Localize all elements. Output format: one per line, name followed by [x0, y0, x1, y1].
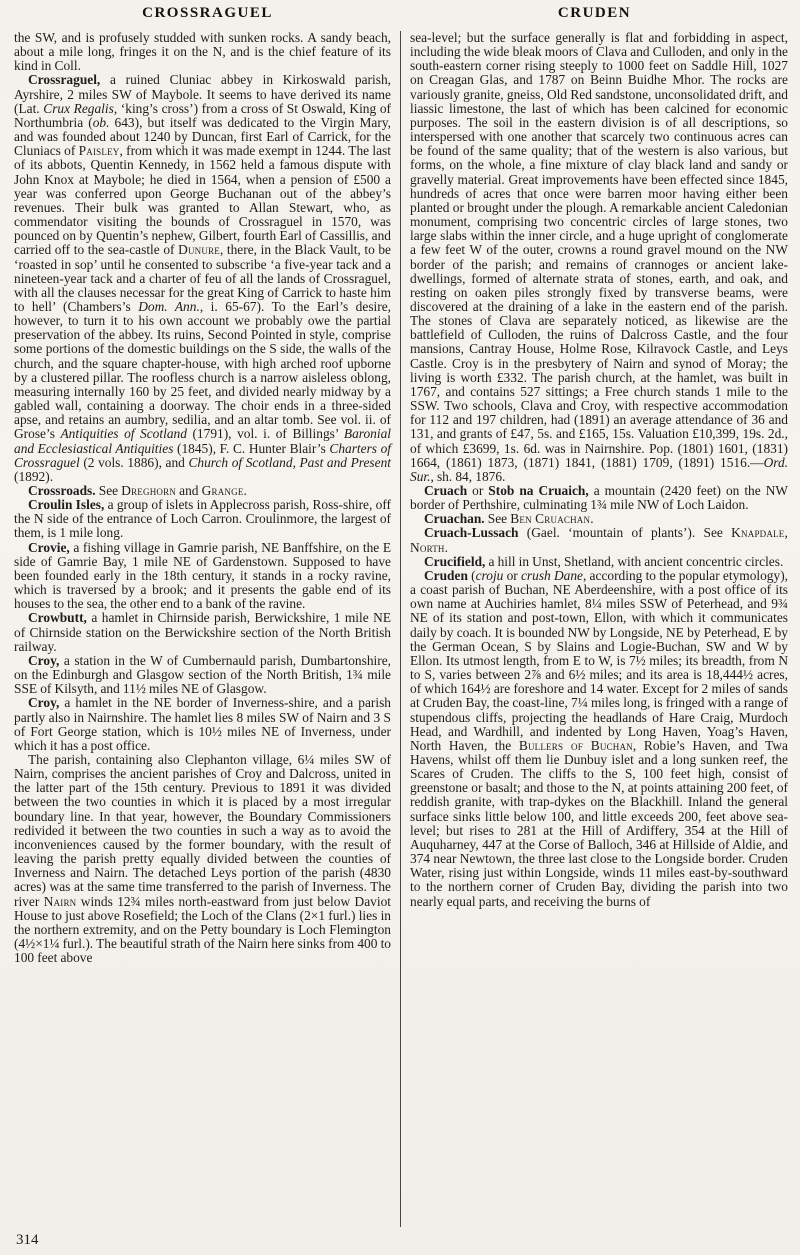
entry-headword: Crowbutt,	[28, 610, 87, 626]
entry-headword: Crucifield,	[424, 553, 486, 569]
paragraph	[410, 526, 788, 554]
text-segment: (2 vols. 1886), and	[79, 454, 189, 470]
text-segment: , Robie’s Haven, and Twa Havens, whilst off them lie Dunbuy islet and a long sunken reef, the Scares of Cruden. The cliffs to the S, 100 feet high, consist of greenstone or basalt; and those to the N, at points attaining 200 feet, of reddish granite, with trap-dykes on the Blackhill. Inland the general surface sinks little below 100, and little exceeds 200, feet above sea-level; but rises to 281 at the Hill of Ardiffery, 354 at the Hill of Auquharney, 447 at the Corse of Balloch, 346 at Hillside of Aldie, and 374 near Newtown, the three last close to the Longside border. Cruden Water, rising just within Longside, winds 11 miles east-by-southward to the northern corner of Cruden Bay, dividing the parish into two nearly equal parts, and receiving the burns of	[410, 737, 788, 909]
entry-headword: Crossraguel,	[28, 72, 101, 88]
text-segment: a group of islets in Applecross parish, Ross-shire, off the N side of the entrance of Loch Carron. Croulinmore, the largest of them, is 1 mile long.	[14, 497, 391, 541]
text-segment: or	[467, 483, 489, 498]
text-segment: a station in the W of Cumbernauld parish, Dumbartonshire, on the Edinburgh and Glasgow section of the North British, 1¾ mile SSE of Kilsyth, and 11½ miles NE of Glasgow.	[14, 652, 391, 697]
italic-text: Crux Regalis	[43, 100, 114, 116]
italic-text: Dom. Ann.	[138, 298, 200, 314]
paragraph	[14, 73, 391, 484]
right-running-head: CRUDEN	[557, 5, 632, 21]
right-column	[401, 31, 788, 1227]
left-column	[14, 31, 401, 1227]
italic-text: crush Dane	[520, 567, 583, 583]
text-segment: or	[503, 567, 521, 583]
text-segment: , from which it was made exempt in 1244. The last of its abbots, Quentin Kennedy, in 1562 held a famous dispute with John Knox at Maybole; he died in 1564, when a pension of £500 a year was conferred upon George Buchanan out of the abbey’s revenues. Their bulk was granted to Allan Stewart, who, as commendator visiting the bounds of Crossraguel in 1570, was pounced on by Quentin’s nephew, Gilbert, fourth Earl of Cassillis, and carried off to the sea-castle of	[14, 143, 391, 258]
text-segment: winds 12¾ miles north-eastward from just below Daviot House to just above Rosefield; the Loch of the Clans (2×1 furl.) lies in the northern extremity, and on the Petty boundary is Loch Flemington (4½×1¼ furl.). The beautiful strath of the Nairn here sinks from 400 to 100 feet above	[14, 893, 391, 966]
text-segment: .	[590, 511, 594, 527]
italic-text: croju	[475, 567, 504, 583]
text-segment: (	[467, 567, 476, 583]
entry-headword: Crovie,	[28, 539, 70, 555]
text-segment: (1845), F. C. Hunter Blair’s	[173, 440, 330, 456]
text-segment: and	[176, 483, 202, 498]
paragraph	[410, 31, 788, 484]
text-segment: See	[95, 483, 122, 498]
entry-headword: Cruach	[424, 483, 468, 498]
running-heads	[14, 5, 788, 22]
text-segment: a ruined Cluniac abbey in Kirkoswald parish, Ayrshire, 2 miles SW of Maybole. It seems to have derived its name (Lat.	[14, 72, 391, 116]
text-segment: a fishing village in Gamrie parish, NE Banffshire, on the E side of Gamrie Bay, 1 mile NE of Gardenstown. Supposed to have been founded early in the 18th century, it stands in a rocky ravine, which is traversed by a brook; and it presents the gable end of its houses to the sea, the other end to a bank of the ravine.	[14, 539, 391, 612]
text-segment: , ‘king’s cross’) from a cross of St Oswald, King of Northumbria (	[14, 100, 391, 130]
text-segment: a hill in Unst, Shetland, with ancient concentric circles.	[485, 553, 784, 569]
italic-text: Ord. Sur.	[410, 454, 788, 484]
paragraph	[410, 555, 788, 569]
paragraph	[410, 569, 788, 909]
paragraph	[410, 512, 788, 526]
text-segment: , sh. 84, 1876.	[430, 468, 506, 484]
italic-text: ob.	[92, 114, 110, 130]
cross-reference: Knapdale, North	[410, 525, 788, 555]
entry-headword: Cruach-Lussach	[424, 525, 519, 541]
cross-reference: Dunure	[178, 242, 220, 258]
italic-text: Church of Scotland, Past and Present	[188, 454, 391, 470]
text-segment: sea-level; but the surface generally is flat and forbidding in aspect, including the wide bleak moors of Clava and Culloden, and only in the south-eastern corner rising steeply to 1000 feet on Saddle Hill, 1027 on Creagan Glas, and 1787 on Beinn Buidhe Mhor. The rocks are variously granite, gneiss, Old Red sandstone, unconsolidated drift, and liassic limestone, the last of which has been calcined for economic purposes. The soil in the eastern division is of all descriptions, so interspersed with one another that scarcely two continuous acres can be found of the same quality; that of the western is also various, but forms, on the whole, a fine mixture of clay black land and sandy or gravelly material. Great improvements have been effected since 1845, hundreds of acres that once were barren moor having either been planted or brought under the plough. A remarkable ancient Caledonian monument, comprising two concentric circles of large stones, two large slabs within the inner circle, and a huge upright of conglomerate a few feet W of the outer, crowns a round gravel mound on the NW border of the parish; and remains of crannoges or ancient lake-dwellings, formed of alternate strata of stones, earth, and oak, and resting on oaken piles strongly fixed by transverse beams, were discovered at the draining of a lake in the eastern end of the parish. The stones of Clava are separately noticed, as likewise are the battlefield of Culloden, the ruins of Dalcross Castle, and the four mansions, Cantray House, Holme Rose, Kilravock Castle, and Leys Castle. Croy is in the presbytery of Nairn and synod of Moray; the living is worth £332. The parish church, at the hamlet, was built in 1767, and contains 527 sittings; a Free church stands 1 mile to the SSW. Two schools, Clava and Croy, with respective accommodation for 112 and 197 children, had (1891) an average attendance of 36 and 131, and grants of £47, 5s. and £165, 15s. Valuation £10,399, 19s. 2d., of which £3699, 1s. 6d. was in Nairnshire. Pop. (1801) 1601, (1831) 1664, (1861) 1873, (1871) 1841, (1881) 1709, (1891) 1516.—	[410, 30, 788, 470]
entry-headword: Croy,	[28, 695, 60, 711]
cross-reference: Grange	[201, 483, 244, 498]
paragraph	[14, 498, 391, 540]
text-segment: The parish, containing also Clephanton village, 6¼ miles SW of Nairn, comprises the ancient parishes of Croy and Dalcross, united in the latter part of the 15th century. Previous to 1891 it was divided between the two counties in which it is placed by a most irregular boundary line. In that year, however, the Boundary Commissioners redivided it between the two counties in such a way as to avoid the inconveniences caused by the former boundary, with the result of leaving the parish pretty equally divided between the counties of Inverness and Nairn. The detached Leys portion of the parish (4830 acres) was at the same time transferred to the parish of Inverness. The river	[14, 751, 391, 909]
paragraph	[410, 484, 788, 512]
text-segment: .	[444, 539, 448, 555]
entry-headword: Croy,	[28, 652, 60, 668]
text-segment: a hamlet in the NE border of Inverness-shire, and a parish partly also in Nairnshire. The hamlet lies 8 miles SW of Nairn and 3 S of Fort George station, which is 10½ miles NE of Inverness, under which it has a post office.	[14, 695, 391, 753]
text-segment: a mountain (2420 feet) on the NW border of Perthshire, culminating 1¾ mile NW of Loch Laidon.	[410, 483, 789, 513]
italic-text: Antiquities of Scotland	[60, 426, 187, 442]
entry-headword: Cruachan.	[424, 511, 485, 527]
cross-reference: Ben Cruachan	[510, 511, 591, 527]
text-segment: a hamlet in Chirnside parish, Berwickshire, 1 mile NE of Chirnside station on the Berwickshire section of the North British railway.	[14, 610, 391, 654]
paragraph	[14, 611, 391, 653]
text-segment: .	[243, 483, 247, 498]
text-segment: See	[484, 511, 511, 527]
paragraph	[14, 484, 391, 498]
paragraph	[14, 753, 391, 965]
entry-headword: Crossroads.	[28, 483, 96, 498]
paragraph	[14, 654, 391, 696]
left-running-head: CROSSRAGUEL	[142, 5, 273, 21]
cross-reference: Bullers of Buchan	[518, 737, 633, 753]
text-segment: (1892).	[14, 468, 54, 484]
italic-text: Baronial and Ecclesiastical Antiquities	[14, 426, 392, 456]
text-segment: , i. 65-67). To the Earl’s desire, however, to turn it to his own account we probably owe the partial preservation of the abbey. Its ruins, Second Pointed in style, comprise some portions of the domestic buildings on the S side, the walls of the church, and the square chapter-house, with high arched roof upborne by a clustered pillar. The roofless church is a narrow aisleless oblong, measuring internally 160 by 25 feet, and divided nearly midway by a gabled wall, containing a doorway. The choir ends in a three-sided apse, and retains an aumbry, sedilia, and an altar tomb. See vol. ii. of Grose’s	[14, 298, 392, 442]
text-segment: (1791), vol. i. of Billings’	[186, 426, 344, 442]
page-number: 314	[16, 1232, 39, 1248]
entry-headword: Stob na Cruaich,	[488, 483, 589, 498]
cross-reference: Paisley	[78, 143, 120, 159]
text-segment: , according to the popular etymology), a coast parish of Buchan, NE Aberdeenshire, with a post office of its own name at Auchiries hamlet, 8¼ miles SSW of Peterhead, and 9¾ NE of its station and post-town, Ellon, with which it communicates daily by coach. It is bounded NW by Longside, NE by Peterhead, E by the German Ocean, S by Slains and Logie-Buchan, SW and W by Ellon. Its utmost length, from E to W, is 7½ miles; its breadth, from N to S, varies between 2⅞ and 6½ miles; and its area is 18,444½ acres, of which 164½ are foreshore and 14 water. Except for 2 miles of sands at Cruden Bay, the coast-line, 7¼ miles long, is fringed with a range of stupendous cliffs, projecting the headlands of Hare Craig, Murdoch Head, and Wardhill, and indented by Long Haven, Yoag’s Haven, North Haven, the	[410, 567, 789, 753]
entry-headword: Croulin Isles,	[28, 497, 105, 513]
text-segment: (Gael. ‘mountain of plants’). See	[518, 525, 732, 541]
entry-headword: Cruden	[424, 567, 468, 583]
text-segment: , there, in the Black Vault, to be ‘roasted in sop’ until he consented to subscribe ‘a five-year tack and a nineteen-year tack and a charter of feu of all the lands of Crossraguel, with all the clauses necessar for the great King of Carrick to haste him to hell’ (Chambers’s	[14, 242, 391, 314]
cross-reference: Dreghorn	[121, 483, 177, 498]
cross-reference: Nairn	[43, 893, 77, 909]
text-segment: the SW, and is profusely studded with sunken rocks. A sandy beach, about a mile long, fringes it on the N, and is the chief feature of its kind in Coll.	[14, 30, 391, 74]
text-columns	[14, 31, 788, 1227]
paragraph	[14, 31, 391, 73]
italic-text: Charters of Crossraguel	[14, 440, 392, 470]
paragraph	[14, 696, 391, 753]
paragraph	[14, 541, 391, 612]
text-segment: 643), but itself was dedicated to the Virgin Mary, and was founded about 1240 by Duncan, first Earl of Carrick, for the Cluniacs of	[14, 114, 391, 159]
